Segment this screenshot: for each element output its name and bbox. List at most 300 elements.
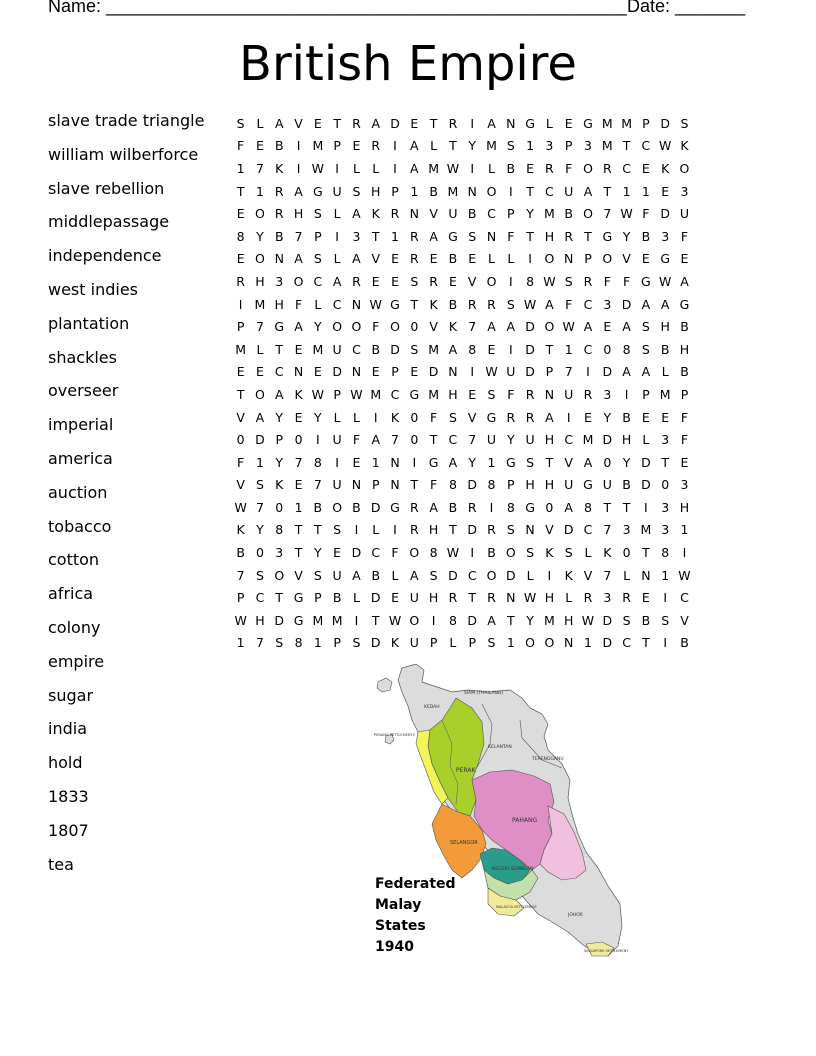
grid-letter[interactable]: H xyxy=(525,477,535,493)
grid-letter[interactable]: T xyxy=(642,635,650,651)
grid-letter[interactable]: N xyxy=(486,228,497,244)
grid-letter[interactable]: V xyxy=(294,115,303,131)
grid-letter[interactable]: G xyxy=(409,386,420,402)
grid-letter[interactable]: Y xyxy=(622,454,631,470)
grid-letter[interactable]: E xyxy=(680,454,689,470)
grid-letter[interactable]: E xyxy=(236,364,245,380)
grid-letter[interactable]: F xyxy=(507,386,515,402)
grid-letter[interactable]: G xyxy=(583,115,593,131)
grid-letter[interactable]: I xyxy=(238,296,243,312)
grid-letter[interactable]: E xyxy=(448,273,457,289)
grid-letter[interactable]: D xyxy=(390,341,400,357)
grid-letter[interactable]: M xyxy=(428,341,440,357)
grid-letter[interactable]: B xyxy=(371,567,381,583)
grid-letter[interactable]: A xyxy=(410,138,419,154)
grid-letter[interactable]: I xyxy=(335,160,339,176)
grid-letter[interactable]: S xyxy=(564,273,573,289)
grid-letter[interactable]: K xyxy=(429,296,438,312)
grid-letter[interactable]: A xyxy=(680,273,689,289)
grid-letter[interactable]: I xyxy=(393,522,397,538)
grid-letter[interactable]: P xyxy=(333,138,341,154)
grid-letter[interactable]: I xyxy=(566,409,571,425)
grid-letter[interactable]: P xyxy=(314,228,322,244)
grid-letter[interactable]: E xyxy=(333,545,342,561)
grid-letter[interactable]: P xyxy=(545,364,554,380)
grid-letter[interactable]: M xyxy=(544,206,555,222)
grid-letter[interactable]: R xyxy=(274,183,284,199)
grid-letter[interactable]: A xyxy=(622,319,631,335)
grid-letter[interactable]: H xyxy=(563,612,574,628)
grid-letter[interactable]: I xyxy=(354,522,359,538)
grid-letter[interactable]: I xyxy=(373,409,378,425)
grid-letter[interactable]: T xyxy=(661,454,669,470)
grid-letter[interactable]: 8 xyxy=(506,499,515,515)
grid-letter[interactable]: H xyxy=(660,319,670,335)
grid-letter[interactable]: T xyxy=(603,499,612,515)
grid-letter[interactable]: O xyxy=(583,206,593,222)
grid-letter[interactable]: D xyxy=(505,567,516,583)
grid-letter[interactable]: 3 xyxy=(680,477,689,493)
grid-letter[interactable]: B xyxy=(274,138,284,154)
grid-letter[interactable]: 1 xyxy=(236,635,245,651)
grid-letter[interactable]: R xyxy=(622,590,631,606)
grid-letter[interactable]: F xyxy=(680,432,689,448)
grid-letter[interactable]: 8 xyxy=(429,545,438,561)
grid-letter[interactable]: P xyxy=(391,364,399,380)
grid-letter[interactable]: E xyxy=(255,138,264,154)
grid-letter[interactable]: P xyxy=(333,635,341,651)
grid-letter[interactable]: F xyxy=(680,409,689,425)
grid-letter[interactable]: P xyxy=(314,590,322,606)
grid-letter[interactable]: D xyxy=(563,522,574,538)
grid-letter[interactable]: 7 xyxy=(294,454,303,470)
grid-letter[interactable]: U xyxy=(332,477,342,493)
grid-letter[interactable]: T xyxy=(622,138,631,154)
grid-letter[interactable]: P xyxy=(333,386,341,402)
grid-letter[interactable]: B xyxy=(332,590,342,606)
grid-letter[interactable]: O xyxy=(332,499,343,515)
grid-letter[interactable]: T xyxy=(314,522,322,538)
grid-letter[interactable]: 3 xyxy=(352,228,361,244)
grid-letter[interactable]: G xyxy=(641,273,651,289)
grid-letter[interactable]: H xyxy=(544,228,555,244)
grid-letter[interactable]: N xyxy=(351,477,362,493)
grid-letter[interactable]: E xyxy=(468,251,477,267)
grid-letter[interactable]: V xyxy=(583,567,593,583)
grid-letter[interactable]: D xyxy=(660,115,670,131)
grid-letter[interactable]: R xyxy=(467,499,477,515)
grid-letter[interactable]: K xyxy=(661,160,670,176)
grid-letter[interactable]: W xyxy=(311,386,325,402)
grid-letter[interactable]: K xyxy=(371,206,380,222)
grid-letter[interactable]: I xyxy=(624,386,629,402)
grid-letter[interactable]: T xyxy=(410,296,419,312)
grid-letter[interactable]: M xyxy=(659,386,671,402)
grid-letter[interactable]: B xyxy=(448,251,458,267)
grid-letter[interactable]: K xyxy=(236,522,245,538)
grid-letter[interactable]: M xyxy=(370,386,382,402)
grid-letter[interactable]: G xyxy=(525,499,535,515)
grid-letter[interactable]: U xyxy=(448,206,458,222)
grid-letter[interactable]: A xyxy=(660,296,670,312)
grid-letter[interactable]: L xyxy=(372,522,380,538)
grid-letter[interactable]: W xyxy=(485,364,498,380)
grid-letter[interactable]: A xyxy=(332,273,342,289)
grid-letter[interactable]: 7 xyxy=(236,567,245,583)
grid-letter[interactable]: K xyxy=(545,545,554,561)
grid-letter[interactable]: V xyxy=(429,206,438,222)
grid-letter[interactable]: M xyxy=(601,138,613,154)
grid-letter[interactable]: G xyxy=(602,228,613,244)
grid-letter[interactable]: L xyxy=(430,138,438,154)
grid-letter[interactable]: L xyxy=(352,409,360,425)
grid-letter[interactable]: T xyxy=(449,138,457,154)
grid-letter[interactable]: V xyxy=(622,251,631,267)
grid-letter[interactable]: U xyxy=(506,364,516,380)
grid-letter[interactable]: C xyxy=(583,522,593,538)
grid-letter[interactable]: 7 xyxy=(313,477,322,493)
grid-letter[interactable]: L xyxy=(565,590,573,606)
grid-letter[interactable]: R xyxy=(371,138,381,154)
grid-letter[interactable]: I xyxy=(528,251,532,267)
grid-letter[interactable]: E xyxy=(294,409,303,425)
grid-letter[interactable]: I xyxy=(296,138,301,154)
grid-letter[interactable]: 3 xyxy=(545,138,554,154)
grid-letter[interactable]: L xyxy=(333,409,341,425)
grid-letter[interactable]: O xyxy=(583,160,593,176)
grid-letter[interactable]: L xyxy=(372,160,380,176)
grid-letter[interactable]: 7 xyxy=(391,432,399,448)
grid-letter[interactable]: E xyxy=(429,251,438,267)
grid-letter[interactable]: S xyxy=(255,567,264,583)
grid-letter[interactable]: D xyxy=(428,364,439,380)
grid-letter[interactable]: 3 xyxy=(661,522,670,538)
grid-letter[interactable]: T xyxy=(429,432,438,448)
grid-letter[interactable]: C xyxy=(371,545,381,561)
grid-letter[interactable]: S xyxy=(506,296,515,312)
grid-letter[interactable]: W xyxy=(388,612,402,628)
grid-letter[interactable]: H xyxy=(544,477,555,493)
grid-letter[interactable]: U xyxy=(332,567,342,583)
grid-letter[interactable]: 8 xyxy=(275,522,284,538)
grid-letter[interactable]: 8 xyxy=(236,228,245,244)
grid-letter[interactable]: D xyxy=(641,477,651,493)
grid-letter[interactable]: O xyxy=(255,206,265,222)
grid-letter[interactable]: C xyxy=(467,567,477,583)
grid-letter[interactable]: 1 xyxy=(487,454,496,470)
grid-letter[interactable]: 3 xyxy=(603,590,612,606)
grid-letter[interactable]: G xyxy=(390,499,400,515)
grid-letter[interactable]: A xyxy=(545,296,554,312)
grid-letter[interactable]: O xyxy=(409,545,420,561)
grid-letter[interactable]: H xyxy=(679,341,690,357)
grid-letter[interactable]: 7 xyxy=(255,635,264,651)
grid-letter[interactable]: U xyxy=(409,590,419,606)
grid-letter[interactable]: V xyxy=(564,454,573,470)
grid-letter[interactable]: T xyxy=(429,115,438,131)
grid-letter[interactable]: I xyxy=(470,364,475,380)
grid-letter[interactable]: L xyxy=(333,206,341,222)
grid-letter[interactable]: E xyxy=(313,115,322,131)
grid-letter[interactable]: T xyxy=(545,454,554,470)
grid-letter[interactable]: U xyxy=(564,386,574,402)
grid-letter[interactable]: A xyxy=(487,612,496,628)
grid-letter[interactable]: S xyxy=(641,319,650,335)
grid-letter[interactable]: M xyxy=(428,160,440,176)
grid-letter[interactable]: A xyxy=(274,115,284,131)
grid-letter[interactable]: 3 xyxy=(661,432,670,448)
grid-letter[interactable]: S xyxy=(313,251,322,267)
grid-letter[interactable]: N xyxy=(390,454,400,470)
grid-letter[interactable]: D xyxy=(390,115,400,131)
grid-letter[interactable]: E xyxy=(564,115,573,131)
grid-letter[interactable]: O xyxy=(505,545,516,561)
grid-letter[interactable]: F xyxy=(372,319,380,335)
grid-letter[interactable]: 7 xyxy=(603,522,612,538)
grid-letter[interactable]: R xyxy=(467,296,477,312)
grid-letter[interactable]: G xyxy=(448,228,458,244)
grid-letter[interactable]: D xyxy=(467,477,478,493)
grid-letter[interactable]: A xyxy=(352,251,361,267)
grid-letter[interactable]: G xyxy=(312,183,323,199)
grid-letter[interactable]: 1 xyxy=(391,228,399,244)
grid-letter[interactable]: Y xyxy=(256,522,264,538)
grid-letter[interactable]: A xyxy=(274,386,284,402)
grid-letter[interactable]: L xyxy=(488,251,495,267)
grid-letter[interactable]: 1 xyxy=(622,183,631,199)
grid-letter[interactable]: R xyxy=(352,273,361,289)
grid-letter[interactable]: U xyxy=(332,432,342,448)
grid-letter[interactable]: N xyxy=(506,115,516,131)
grid-letter[interactable]: G xyxy=(583,477,593,493)
grid-letter[interactable]: E xyxy=(641,251,650,267)
grid-letter[interactable]: W xyxy=(311,160,325,176)
grid-letter[interactable]: S xyxy=(622,612,631,628)
grid-letter[interactable]: 7 xyxy=(255,499,264,515)
grid-letter[interactable]: S xyxy=(313,206,322,222)
grid-letter[interactable]: D xyxy=(370,635,381,651)
grid-letter[interactable]: M xyxy=(447,183,459,199)
grid-letter[interactable]: F xyxy=(430,409,438,425)
grid-letter[interactable]: D xyxy=(351,545,362,561)
grid-letter[interactable]: 8 xyxy=(448,477,457,493)
grid-letter[interactable]: 0 xyxy=(410,319,419,335)
grid-letter[interactable]: N xyxy=(293,364,304,380)
grid-letter[interactable]: N xyxy=(448,364,458,380)
grid-letter[interactable]: S xyxy=(526,454,535,470)
grid-letter[interactable]: A xyxy=(545,409,554,425)
grid-letter[interactable]: S xyxy=(352,635,361,651)
grid-letter[interactable]: 7 xyxy=(603,206,612,222)
grid-letter[interactable]: M xyxy=(312,612,324,628)
grid-letter[interactable]: O xyxy=(525,635,536,651)
grid-letter[interactable]: E xyxy=(487,341,496,357)
grid-letter[interactable]: S xyxy=(410,273,419,289)
grid-letter[interactable]: E xyxy=(352,454,361,470)
grid-letter[interactable]: B xyxy=(467,206,477,222)
grid-letter[interactable]: C xyxy=(274,364,284,380)
grid-letter[interactable]: S xyxy=(410,341,419,357)
grid-letter[interactable]: C xyxy=(255,590,265,606)
grid-letter[interactable]: G xyxy=(293,612,304,628)
grid-letter[interactable]: S xyxy=(236,115,245,131)
grid-letter[interactable]: F xyxy=(680,228,689,244)
grid-letter[interactable]: N xyxy=(544,386,555,402)
grid-letter[interactable]: R xyxy=(525,386,535,402)
grid-letter[interactable]: T xyxy=(294,522,303,538)
grid-letter[interactable]: I xyxy=(470,545,475,561)
grid-letter[interactable]: N xyxy=(641,567,651,583)
grid-letter[interactable]: R xyxy=(274,206,284,222)
grid-letter[interactable]: H xyxy=(428,590,439,606)
grid-letter[interactable]: B xyxy=(622,409,631,425)
grid-letter[interactable]: S xyxy=(680,115,689,131)
grid-letter[interactable]: B xyxy=(641,228,651,244)
grid-letter[interactable]: 1 xyxy=(584,635,592,651)
grid-letter[interactable]: V xyxy=(467,409,477,425)
grid-letter[interactable]: F xyxy=(565,160,573,176)
grid-letter[interactable]: S xyxy=(506,522,515,538)
grid-letter[interactable]: Y xyxy=(314,319,322,335)
grid-letter[interactable]: E xyxy=(371,273,380,289)
grid-letter[interactable]: L xyxy=(642,432,650,448)
grid-letter[interactable]: C xyxy=(622,160,631,176)
grid-letter[interactable]: D xyxy=(641,454,651,470)
grid-letter[interactable]: B xyxy=(429,183,438,199)
grid-letter[interactable]: E xyxy=(391,251,399,267)
grid-letter[interactable]: R xyxy=(545,160,554,176)
grid-letter[interactable]: M xyxy=(486,138,497,154)
grid-letter[interactable]: R xyxy=(448,590,458,606)
grid-letter[interactable]: L xyxy=(545,115,553,131)
grid-letter[interactable]: F xyxy=(507,228,515,244)
grid-letter[interactable]: G xyxy=(274,319,285,335)
grid-letter[interactable]: T xyxy=(236,386,245,402)
grid-letter[interactable]: U xyxy=(486,432,497,448)
grid-letter[interactable]: C xyxy=(583,296,593,312)
grid-letter[interactable]: 7 xyxy=(294,228,303,244)
grid-letter[interactable]: A xyxy=(352,567,361,583)
grid-letter[interactable]: P xyxy=(642,386,650,402)
grid-letter[interactable]: 3 xyxy=(603,386,612,402)
grid-letter[interactable]: I xyxy=(682,545,687,561)
grid-letter[interactable]: O xyxy=(486,567,497,583)
grid-letter[interactable]: A xyxy=(410,567,419,583)
grid-letter[interactable]: T xyxy=(275,341,284,357)
grid-letter[interactable]: V xyxy=(371,251,380,267)
grid-letter[interactable]: 7 xyxy=(603,567,612,583)
grid-letter[interactable]: V xyxy=(680,612,689,628)
grid-letter[interactable]: T xyxy=(333,115,341,131)
grid-letter[interactable]: B xyxy=(448,499,458,515)
grid-letter[interactable]: U xyxy=(602,477,612,493)
grid-letter[interactable]: W xyxy=(523,296,537,312)
grid-letter[interactable]: M xyxy=(621,115,632,131)
grid-letter[interactable]: A xyxy=(371,115,380,131)
grid-letter[interactable]: S xyxy=(661,612,670,628)
grid-letter[interactable]: T xyxy=(603,183,612,199)
grid-letter[interactable]: V xyxy=(545,522,554,538)
grid-letter[interactable]: H xyxy=(255,273,265,289)
grid-letter[interactable]: O xyxy=(486,183,497,199)
grid-letter[interactable]: E xyxy=(294,341,303,357)
grid-letter[interactable]: E xyxy=(255,364,264,380)
grid-letter[interactable]: L xyxy=(623,567,631,583)
grid-letter[interactable]: V xyxy=(294,567,303,583)
grid-letter[interactable]: U xyxy=(564,183,574,199)
grid-letter[interactable]: I xyxy=(470,115,475,131)
grid-letter[interactable]: I xyxy=(335,228,339,244)
grid-letter[interactable]: O xyxy=(544,319,555,335)
grid-letter[interactable]: T xyxy=(371,612,380,628)
grid-letter[interactable]: S xyxy=(275,635,284,651)
grid-letter[interactable]: W xyxy=(678,567,691,583)
grid-letter[interactable]: T xyxy=(622,499,631,515)
grid-letter[interactable]: C xyxy=(448,432,458,448)
grid-letter[interactable]: B xyxy=(487,545,496,561)
grid-letter[interactable]: L xyxy=(352,160,360,176)
grid-letter[interactable]: A xyxy=(429,228,438,244)
grid-letter[interactable]: A xyxy=(294,319,303,335)
grid-letter[interactable]: 8 xyxy=(294,635,303,651)
grid-letter[interactable]: L xyxy=(391,567,399,583)
grid-letter[interactable]: P xyxy=(275,432,284,448)
grid-letter[interactable]: C xyxy=(680,590,689,606)
grid-letter[interactable]: L xyxy=(352,590,360,606)
grid-letter[interactable]: A xyxy=(641,296,651,312)
grid-letter[interactable]: O xyxy=(274,567,285,583)
grid-letter[interactable]: M xyxy=(254,296,266,312)
grid-letter[interactable]: W xyxy=(562,319,575,335)
grid-letter[interactable]: I xyxy=(412,454,417,470)
grid-letter[interactable]: R xyxy=(409,228,419,244)
grid-letter[interactable]: T xyxy=(449,522,457,538)
grid-letter[interactable]: H xyxy=(448,386,458,402)
grid-letter[interactable]: S xyxy=(526,545,535,561)
grid-letter[interactable]: W xyxy=(581,612,595,628)
grid-letter[interactable]: L xyxy=(256,341,264,357)
grid-letter[interactable]: Y xyxy=(603,409,612,425)
grid-letter[interactable]: 7 xyxy=(564,364,573,380)
grid-letter[interactable]: I xyxy=(644,499,648,515)
grid-letter[interactable]: E xyxy=(468,386,477,402)
grid-letter[interactable]: 3 xyxy=(622,522,631,538)
grid-letter[interactable]: F xyxy=(565,296,573,312)
grid-letter[interactable]: E xyxy=(236,251,245,267)
grid-letter[interactable]: E xyxy=(603,319,612,335)
grid-letter[interactable]: D xyxy=(467,522,478,538)
grid-letter[interactable]: W xyxy=(658,138,672,154)
grid-letter[interactable]: T xyxy=(236,183,245,199)
grid-letter[interactable]: S xyxy=(429,567,438,583)
grid-letter[interactable]: S xyxy=(352,183,361,199)
grid-letter[interactable]: A xyxy=(564,499,573,515)
grid-letter[interactable]: U xyxy=(525,432,535,448)
grid-letter[interactable]: 0 xyxy=(622,545,631,561)
grid-letter[interactable]: I xyxy=(354,612,359,628)
grid-letter[interactable]: R xyxy=(564,228,574,244)
grid-letter[interactable]: W xyxy=(350,386,363,402)
grid-letter[interactable]: 3 xyxy=(661,499,670,515)
grid-letter[interactable]: 0 xyxy=(661,477,670,493)
grid-letter[interactable]: 8 xyxy=(487,477,496,493)
grid-letter[interactable]: A xyxy=(583,454,593,470)
grid-letter[interactable]: V xyxy=(429,319,438,335)
grid-letter[interactable]: I xyxy=(547,567,552,583)
grid-letter[interactable]: A xyxy=(294,251,303,267)
grid-letter[interactable]: S xyxy=(564,545,573,561)
grid-letter[interactable]: 1 xyxy=(255,183,264,199)
